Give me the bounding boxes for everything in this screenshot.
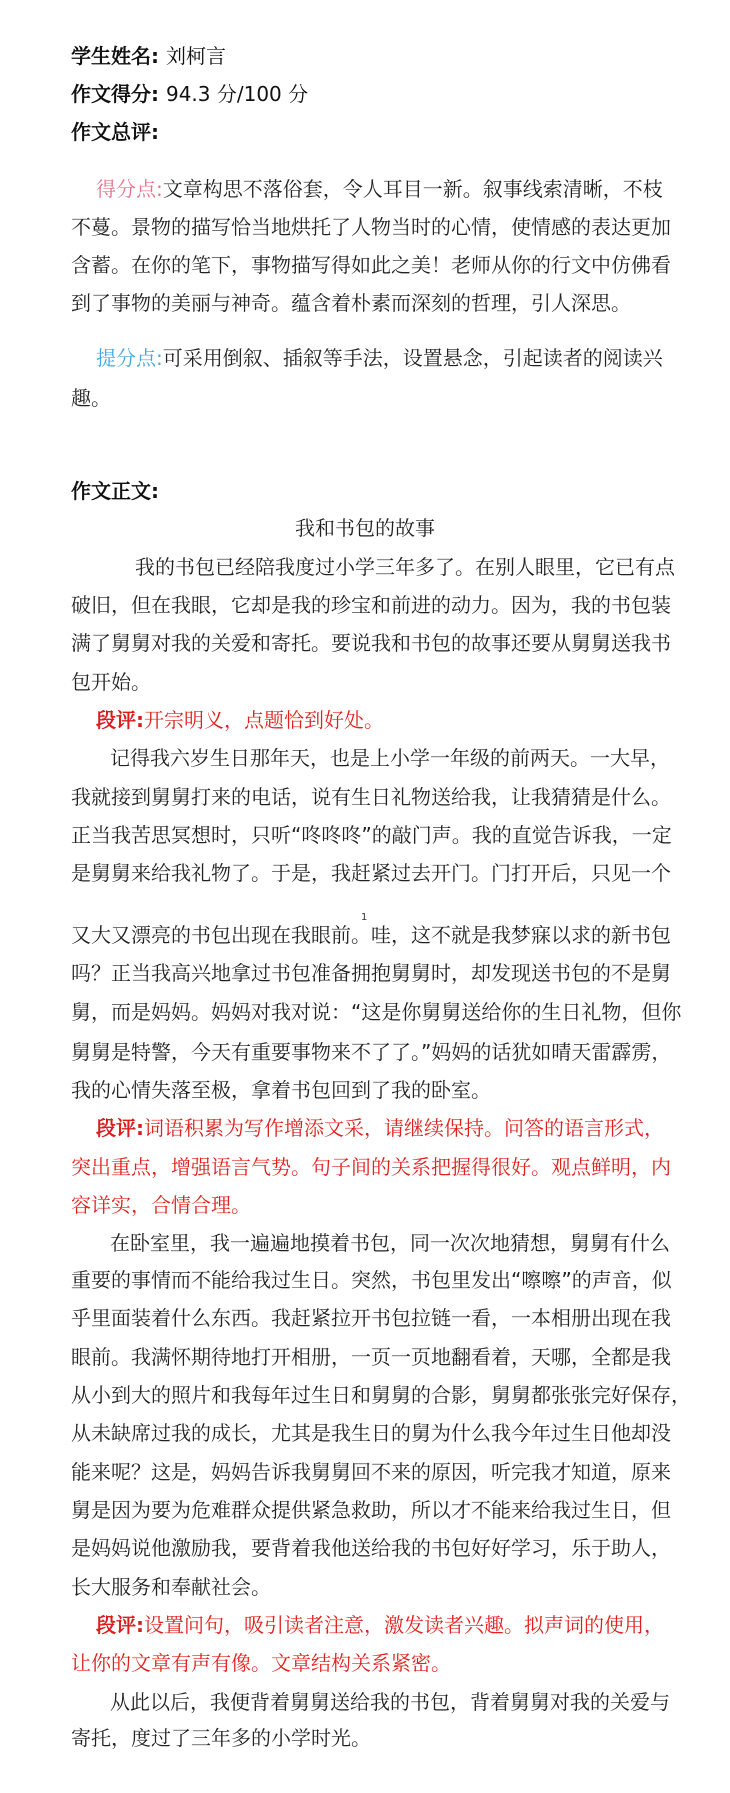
essay-paragraph-line-text: 记得我六岁生日那年天，也是上小学一年级的前两天。一大早， [110,746,670,770]
essay-paragraph-line-text: 舅是因为要为危难群众提供紧急救助，所以才不能来给我过生日，但 [71,1498,671,1522]
essay-paragraph-line [71,1033,672,1071]
improvement-line-label: 提分点: [96,346,163,370]
essay-paragraph-line-text: 吗？正当我高兴地拿过书包准备拥抱舅舅时，却发现送书包的不是舅 [71,961,671,985]
paragraph-comment-line-label: 段评: [96,1116,144,1140]
essay-paragraph-line-text: 是舅舅来给我礼物了。于是，我赶紧过去开门。门打开后，只见一个 [71,861,671,885]
paragraph-comment-line-label: 段评: [96,708,144,732]
essay-paragraph-line [71,1299,671,1337]
essay-paragraph-line [71,854,671,892]
essay-paragraph-line [110,739,670,777]
paragraph-comment-line-text: 让你的文章有声有像。文章结构关系紧密。 [71,1651,451,1675]
essay-paragraph-line [71,1491,671,1529]
paragraph-comment-line [71,1644,661,1682]
paragraph-comment-line [71,1148,671,1186]
essay-paragraph-line [71,1719,661,1757]
essay-paragraph-line [71,1338,671,1376]
essay-paragraph-line [71,1414,671,1452]
strength-line-text: 含蓄。在你的笔下，事物描写得如此之美！老师从你的行文中仿佛看 [71,253,671,277]
student-name-label: 学生姓名: [71,44,159,68]
essay-paragraph-line-text: 重要的事情而不能给我过生日。突然，书包里发出“嚓嚓”的声音，似 [71,1268,672,1292]
essay-paragraph-line [71,993,682,1031]
strength-line-text: 文章构思不落俗套，令人耳目一新。叙事线索清晰，不枝 [162,177,663,201]
score-value: 94.3 分/100 分 [165,82,309,106]
paragraph-comment-line-text: 突出重点，增强语言气势。句子间的关系把握得很好。观点鲜明，内 [71,1155,671,1179]
essay-paragraph-line [71,954,671,992]
essay-paragraph-line [71,816,672,854]
paragraph-comment-line-text: 容详实，合情合理。 [71,1193,251,1217]
strength-line [71,208,671,246]
essay-paragraph-line [71,916,671,954]
essay-paragraph-line-text: 从此以后，我便背着舅舅送给我的书包，背着舅舅对我的关爱与 [110,1690,670,1714]
score-row [71,75,661,113]
essay-paragraph-line [71,624,671,662]
essay-paragraph-line-text: 正当我苦思冥想时，只听“咚咚咚”的敲门声。我的直觉告诉我，一定 [71,823,672,847]
essay-paragraph-line-text: 长大服务和奉献社会。 [71,1575,271,1599]
essay-paragraph-line [71,586,671,624]
essay-paragraph-line [71,1376,691,1414]
essay-paragraph-line-text: 能来呢？这是，妈妈告诉我舅舅回不来的原因，听完我才知道，原来 [71,1460,671,1484]
paragraph-comment-line [71,1186,661,1224]
essay-paragraph-line-text: 包开始。 [71,670,151,694]
essay-paragraph-line-text: 又大又漂亮的书包出现在我眼前。哇，这不就是我梦寐以求的新书包 [71,923,671,947]
page-number: 1 [361,912,368,923]
essay-paragraph-line [110,1224,670,1262]
improvement-line [71,379,661,417]
essay-paragraph-line [71,778,671,816]
essay-paragraph-line [71,1529,671,1567]
paragraph-comment-line-text: 开宗明义，点题恰到好处。 [144,708,384,732]
essay-paragraph-line-text: 在卧室里，我一遍遍地摸着书包，同一次次地猜想，舅舅有什么 [110,1231,670,1255]
essay-paragraph-line [71,1453,671,1491]
strength-line-text: 不蔓。景物的描写恰当地烘托了人物当时的心情，使情感的表达更加 [71,215,671,239]
essay-paragraph-line-text: 眼前。我满怀期待地打开相册，一页一页地翻看着，天哪，全都是我 [71,1345,671,1369]
essay-paragraph-line-text: 从未缺席过我的成长，尤其是我生日的舅为什么我今年过生日他却没 [71,1421,671,1445]
strength-line [71,246,671,284]
essay-paragraph-line-text: 从小到大的照片和我每年过生日和舅舅的合影，舅舅都张张完好保存， [71,1383,691,1407]
essay-paragraph-line [71,1568,661,1606]
essay-paragraph-line-text: 满了舅舅对我的关爱和寄托。要说我和书包的故事还要从舅舅送我书 [71,631,671,655]
paragraph-comment-line-text: 设置问句，吸引读者注意，激发读者兴趣。拟声词的使用， [144,1613,664,1637]
student-name-row [71,37,661,75]
essay-body-heading: 作文正文: [71,479,159,503]
essay-paragraph-line-text: 舅，而是妈妈。妈妈对我对说：“这是你舅舅送给你的生日礼物，但你 [71,1000,682,1024]
essay-paragraph-line [71,663,661,701]
essay-paragraph-line [135,548,675,586]
score-label: 作文得分: [71,82,159,106]
essay-paragraph-line [71,1071,661,1109]
essay-paragraph-line-text: 我的心情失落至极，拿着书包回到了我的卧室。 [71,1078,491,1102]
essay-paragraph-line-text: 我就接到舅舅打来的电话，说有生日礼物送给我，让我猜猜是什么。 [71,785,671,809]
essay-paragraph-line-text: 舅舅是特警，今天有重要事物来不了了。”妈妈的话犹如晴天雷霹雳， [71,1040,672,1064]
improvement-line [96,339,661,377]
strength-line [71,284,661,322]
student-name: 刘柯言 [165,44,226,68]
essay-paragraph-line-text: 寄托，度过了三年多的小学时光。 [71,1726,371,1750]
essay-paragraph-line [71,1261,672,1299]
strength-line-label: 得分点: [96,177,163,201]
essay-paragraph-line-text: 我的书包已经陪我度过小学三年多了。在别人眼里，它已有点 [135,555,675,579]
improvement-line-text: 趣。 [71,386,111,410]
strength-line [96,170,661,208]
overall-review-heading: 作文总评: [71,120,159,144]
paragraph-comment-line [96,1109,664,1147]
paragraph-comment-line [96,701,661,739]
paragraph-comment-line-label: 段评: [96,1613,144,1637]
strength-line-text: 到了事物的美丽与神奇。蕴含着朴素而深刻的哲理，引人深思。 [71,291,631,315]
essay-paragraph-line [110,1683,670,1721]
essay-title: 我和书包的故事 [295,516,435,540]
paragraph-comment-line-text: 词语积累为写作增添文采，请继续保持。问答的语言形式， [144,1116,664,1140]
paragraph-comment-line [96,1606,664,1644]
essay-paragraph-line-text: 乎里面装着什么东西。我赶紧拉开书包拉链一看，一本相册出现在我 [71,1306,671,1330]
improvement-line-text: 可采用倒叙、插叙等手法，设置悬念，引起读者的阅读兴 [162,346,663,370]
essay-paragraph-line-text: 是妈妈说他激励我，要背着我他送给我的书包好好学习，乐于助人， [71,1536,671,1560]
essay-paragraph-line-text: 破旧，但在我眼，它却是我的珍宝和前进的动力。因为，我的书包装 [71,593,671,617]
